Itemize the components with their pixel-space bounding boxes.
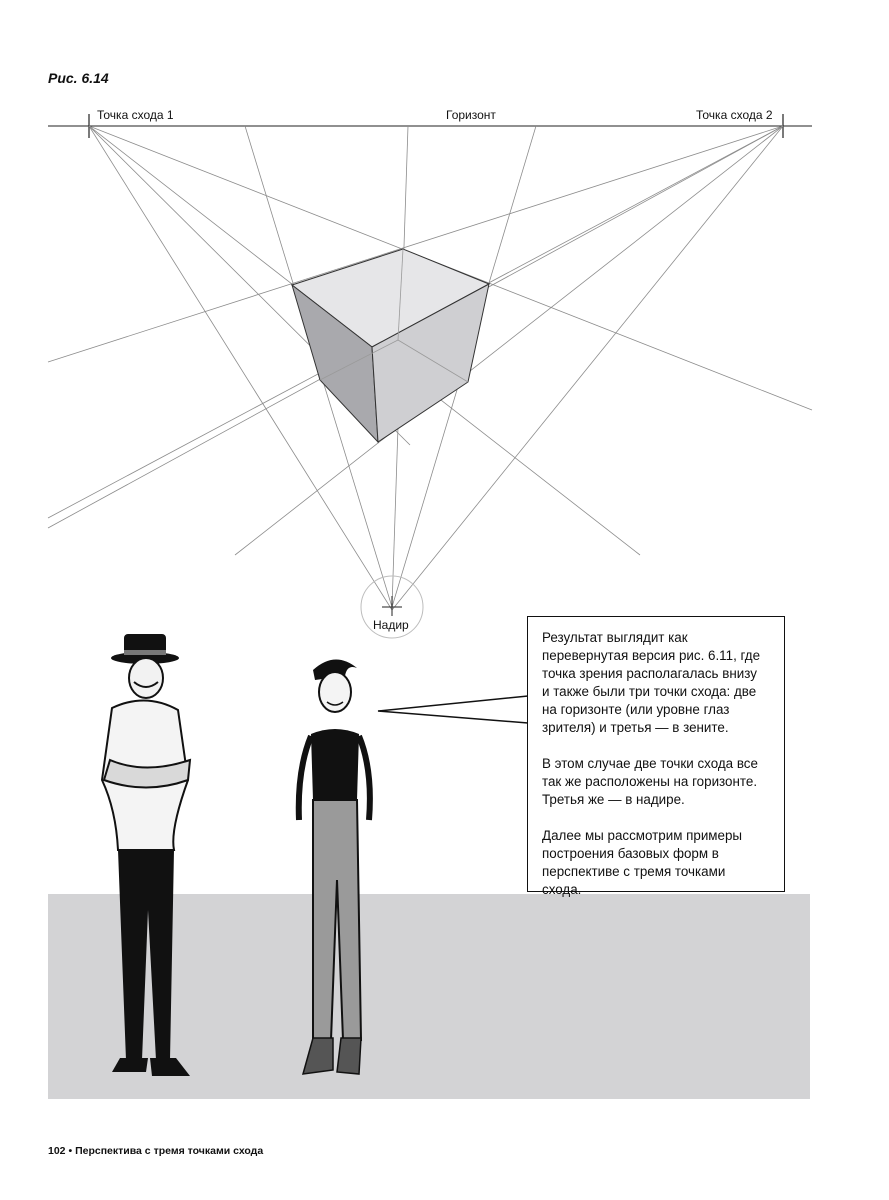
callout-paragraph-3: Далее мы рассмотрим примеры построения базовых форм в перспективе с тремя точками схода. — [542, 828, 743, 897]
explanation-callout — [527, 616, 785, 897]
horizon-label: Горизонт — [446, 108, 496, 122]
footer-separator: • — [68, 1145, 73, 1157]
callout-paragraph-1: Результат выглядит как перевернутая версия рис. 6.11, где точка зрения располагалась внизу и также были три точки схода: две на горизонте (или уровне глаз зрителя) и третья — в зените. — [542, 630, 761, 735]
section-title: Перспектива с тремя точками схода — [75, 1145, 264, 1157]
vanishing-point-1-label: Точка схода 1 — [97, 108, 174, 122]
vanishing-point-2-label: Точка схода 2 — [696, 108, 773, 122]
man-illustration — [90, 630, 200, 1085]
nadir-label: Надир — [373, 618, 409, 632]
figure-title: Рис. 6.14 — [48, 70, 109, 86]
page-number: 102 — [48, 1145, 66, 1157]
callout-pointer — [370, 690, 530, 740]
cube — [292, 249, 489, 442]
callout-paragraph-2: В этом случае две точки схода все так же расположены на горизонте. Третья же — в надире. — [542, 756, 758, 807]
page-footer — [48, 1145, 263, 1157]
